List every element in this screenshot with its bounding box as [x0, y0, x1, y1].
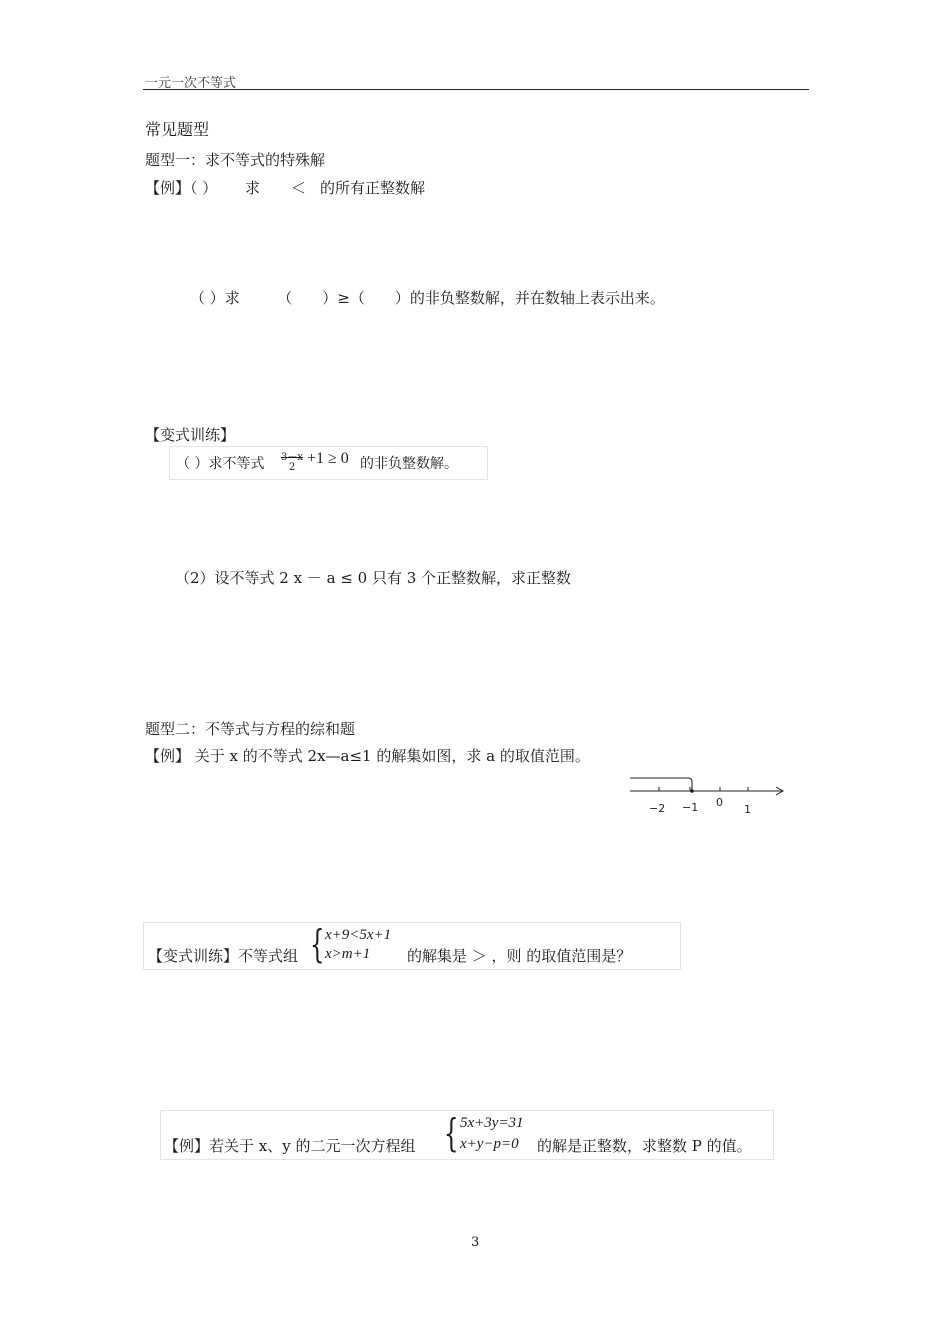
q1-number: （ ） [190, 179, 218, 197]
type1-example-q1 [145, 177, 217, 198]
practice2: （2）设不等式 2 x － a ≤ 0 只有 3 个正整数解，求正整数 [175, 569, 572, 587]
fraction-denominator: 2 [288, 462, 296, 473]
example2-prefix: 【例】若关于 x、y 的二元一次方程组 [164, 1137, 416, 1155]
q1-ask: 求 [245, 179, 261, 197]
header-rule [143, 89, 809, 90]
tick-label-neg1: −1 [682, 801, 699, 814]
closed-endpoint [690, 789, 694, 793]
solution-set-ray [630, 778, 692, 791]
system1-line1: x+9<5x+1 [325, 927, 392, 943]
left-brace-icon: { [310, 922, 325, 966]
q1-less-than: ＜ [291, 179, 307, 197]
number-line-figure [624, 768, 794, 820]
type2-example: 【例】 关于 x 的不等式 2x—a≤1 的解集如图，求 a 的取值范围。 [145, 747, 590, 765]
left-brace-icon: { [444, 1111, 459, 1155]
number-line-ticks [659, 787, 748, 791]
practice1-prefix: （ ）求不等式 [176, 456, 265, 472]
practice1-expr: +1 ≥ 0 [307, 450, 349, 467]
type1-title: 题型一：求不等式的特殊解 [145, 151, 326, 169]
number-line-axis [630, 787, 783, 795]
page-number: 3 [471, 1235, 480, 1250]
running-header: 一元一次不等式 [145, 76, 237, 91]
practice-system-prefix: 【变式训练】不等式组 [148, 947, 299, 965]
type1-q2: （ ）求 （ ）≥（ ）的非负整数解，并在数轴上表示出来。 [190, 289, 665, 307]
tick-label-neg2: −2 [649, 802, 666, 815]
system2-line1: 5x+3y=31 [460, 1115, 524, 1131]
fraction-numerator: 3－x [280, 452, 303, 463]
example2-suffix: 的解是正整数，求整数 P 的值。 [537, 1137, 752, 1155]
practice1-fraction [279, 453, 305, 473]
example-tag: 【例】 [145, 179, 191, 197]
practice1-suffix: 的非负整数解。 [360, 456, 458, 472]
system1-line2: x>m+1 [325, 946, 371, 962]
practice-system-suffix: 的解集是 ＞ ，则 的取值范围是？ [407, 947, 632, 965]
type2-title: 题型二：不等式与方程的综和题 [145, 720, 356, 738]
tick-label-1: 1 [744, 803, 751, 816]
section-title: 常见题型 [145, 120, 210, 139]
q1-rest: 的所有正整数解 [320, 179, 426, 197]
practice-tag: 【变式训练】 [145, 426, 236, 444]
tick-label-0: 0 [716, 796, 723, 809]
system2-line2: x+y−p=0 [460, 1136, 519, 1152]
